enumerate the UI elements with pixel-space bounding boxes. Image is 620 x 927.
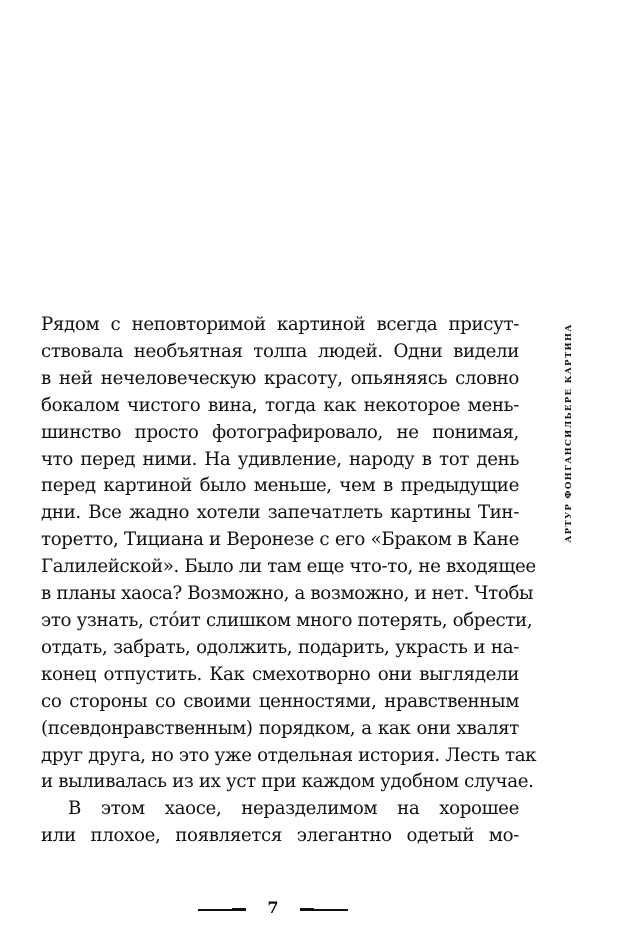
text-line: конец отпустить. Как смехотворно они выглядели <box>41 663 519 685</box>
running-header-text: АРТУР ФОНГАНСИЛЬЕРЕ КАРТИНА <box>564 323 574 543</box>
text-line: со стороны со своими ценностями, нравственным <box>41 690 519 712</box>
text-line: в ней нечеловеческую красоту, опьяняясь словно <box>41 367 519 389</box>
text-line: друг друга, но это уже отдельная история. Лесть так <box>41 744 537 766</box>
text-line: (псевдонравственным) порядком, а как они хвалят <box>41 717 519 739</box>
text-line: что перед ними. На удивление, народу в тот день <box>41 448 519 470</box>
text-line: в планы хаоса? Возможно, а возможно, и нет. Чтобы <box>41 583 534 605</box>
page-number: 7 <box>267 898 279 917</box>
text-line: Галилейской». Было ли там еще что-то, не входящее <box>41 556 536 578</box>
text-line: перед картиной было меньше, чем в предыдущие <box>41 475 519 497</box>
text-line: торетто, Тициана и Веронезе с его «Браком в Кане <box>41 529 519 551</box>
text-line: В этом хаосе, неразделимом на хорошее <box>68 798 519 820</box>
text-line: отдать, забрать, одолжить, подарить, украсть и на- <box>41 636 519 658</box>
text-line: дни. Все жадно хотели запечатлеть картины Тин- <box>41 502 519 524</box>
body-text <box>41 312 537 850</box>
page-footer <box>198 897 348 921</box>
text-line: шинство просто фотографировало, не понимая, <box>41 421 519 443</box>
paragraph-1 <box>41 312 537 796</box>
text-line: это узнать, сто́ит слишком много потерять, обрести, <box>41 609 533 631</box>
footer-ornament-right <box>300 909 348 911</box>
text-line: ствовала необъятная толпа людей. Одни видели <box>41 340 519 362</box>
text-line: Рядом с неповторимой картиной всегда присут- <box>41 314 519 335</box>
text-line: бокалом чистого вина, тогда как некоторое мень- <box>41 394 519 416</box>
text-line: или плохое, появляется элегантно одетый мо- <box>41 825 519 847</box>
paragraph-2 <box>41 796 519 850</box>
text-line: и выливалась из их уст при каждом удобном случае. <box>41 771 534 793</box>
running-header <box>561 323 577 543</box>
